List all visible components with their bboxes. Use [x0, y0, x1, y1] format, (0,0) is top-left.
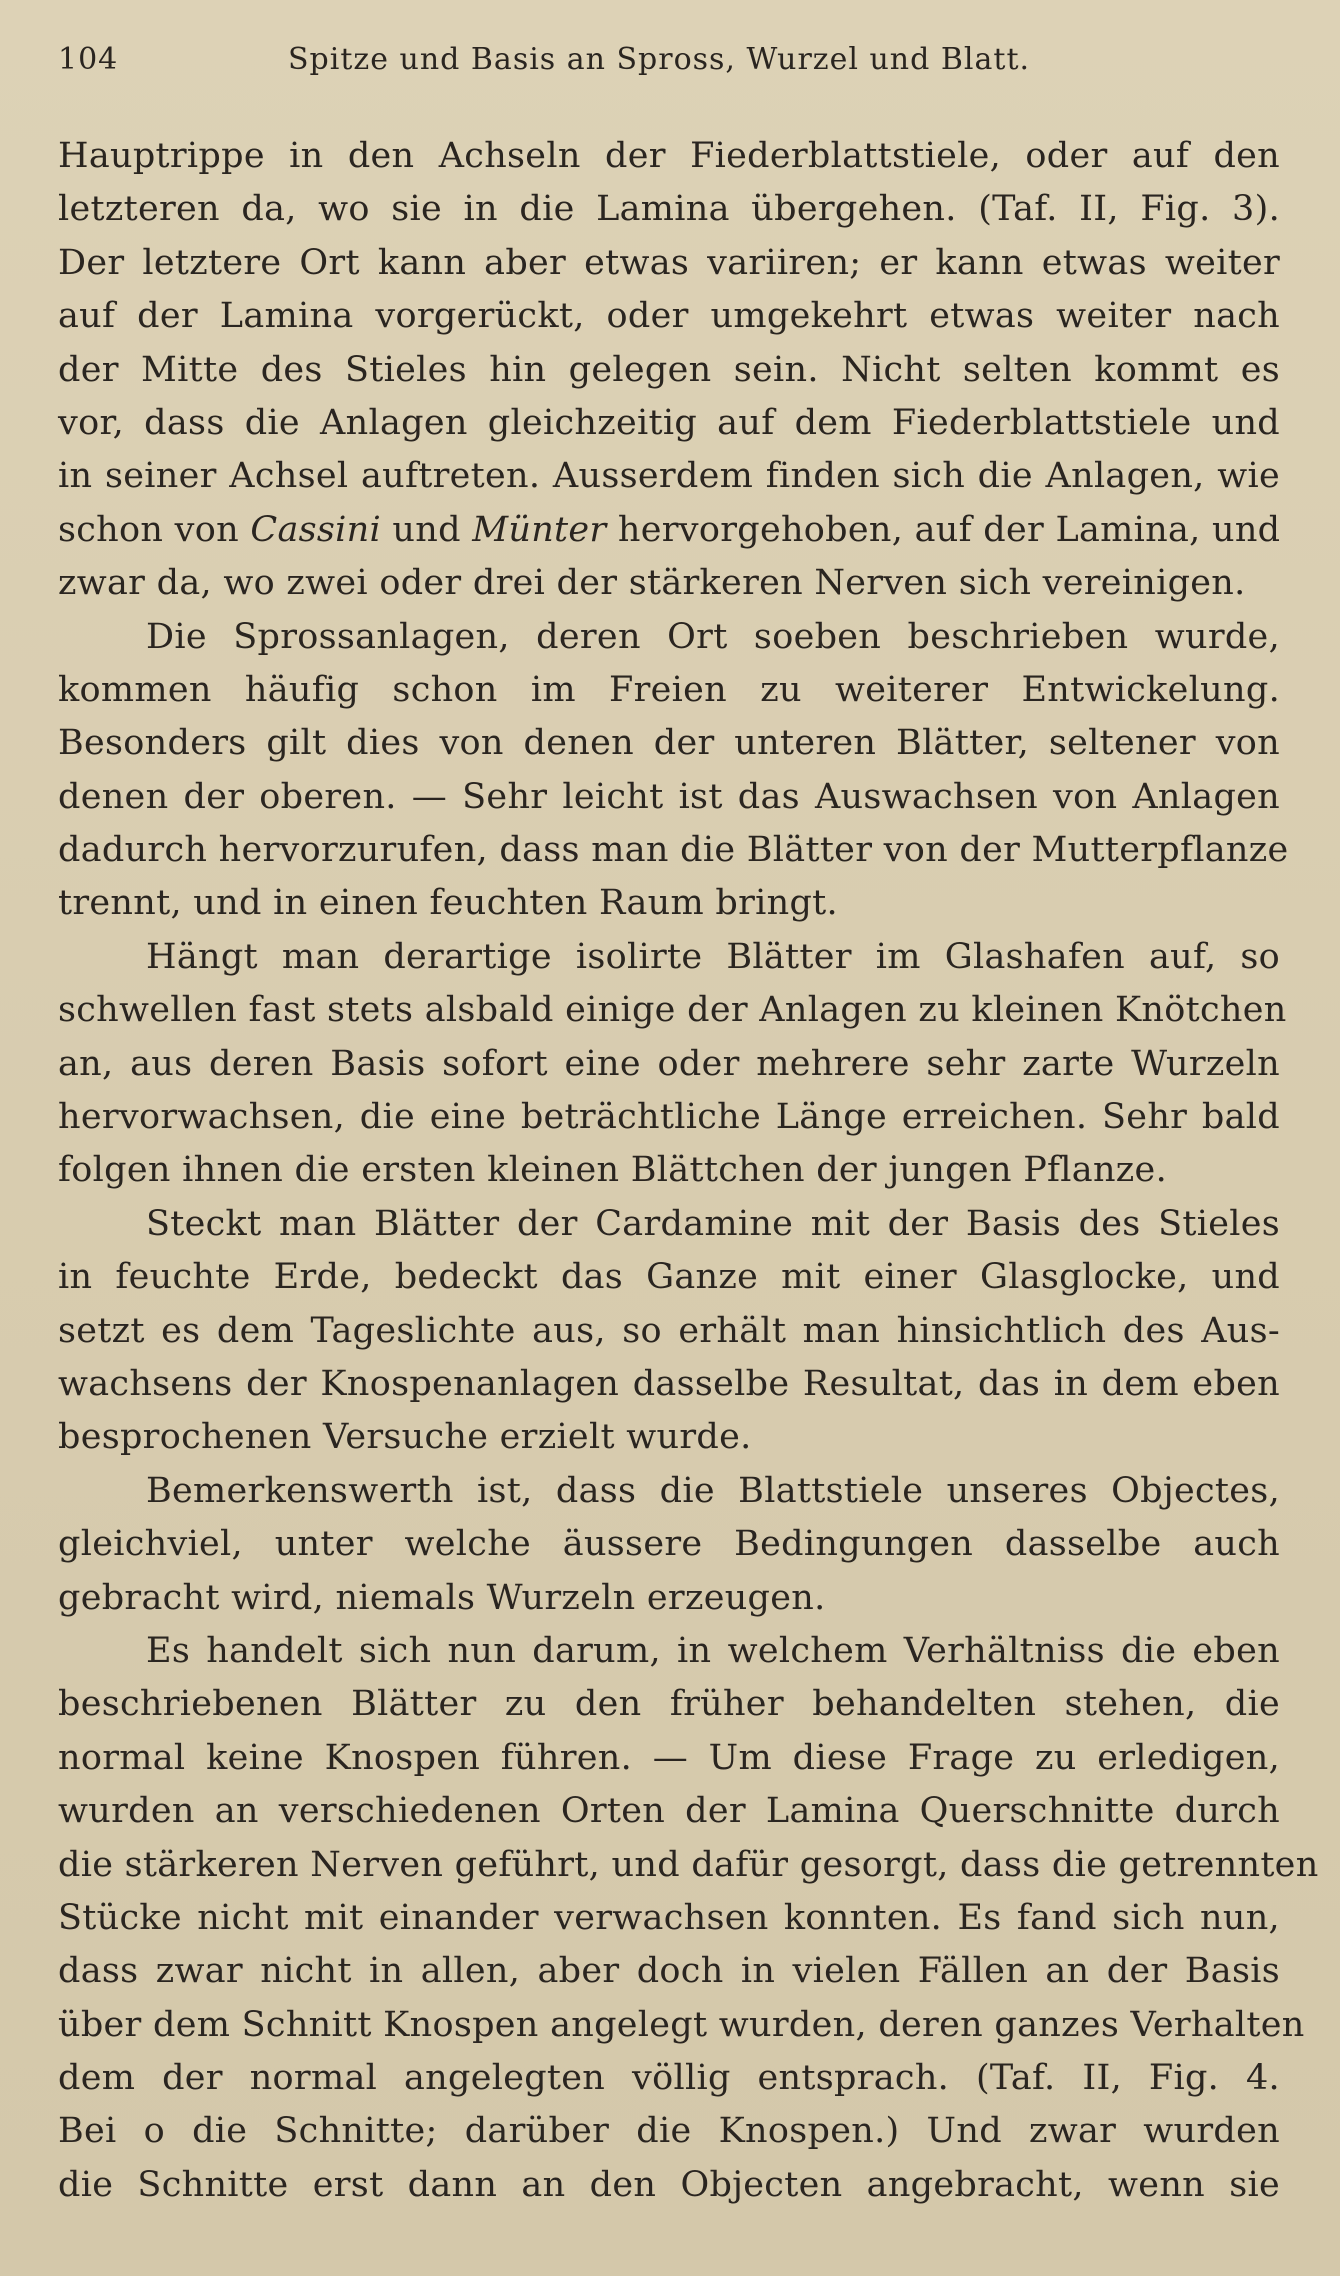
text-line: in feuchte Erde, bedeckt das Ganze mit einer Glasglocke, und: [58, 1257, 1280, 1298]
text-line: kommen häufig schon im Freien zu weiterer Entwickelung.: [58, 669, 1280, 710]
text-line: gleichviel, unter welche äussere Bedingungen dasselbe auch: [58, 1524, 1280, 1565]
text-line: denen der oberen. — Sehr leicht ist das Auswachsen von Anlagen: [58, 776, 1280, 817]
text-line: wurden an verschiedenen Orten der Lamina Querschnitte durch: [58, 1791, 1280, 1832]
text-line: wachsens der Knospenanlagen dasselbe Resultat, das in dem eben: [58, 1363, 1280, 1404]
text-line: letzteren da, wo sie in die Lamina übergehen. (Taf. II, Fig. 3).: [58, 189, 1280, 230]
running-title: Spitze und Basis an Spross, Wurzel und Blatt.: [288, 42, 1031, 77]
text-line: der Mitte des Stieles hin gelegen sein. Nicht selten kommt es: [58, 349, 1280, 390]
text-line: trennt, und in einen feuchten Raum bringt.: [58, 883, 838, 924]
text-line: Es handelt sich nun darum, in welchem Verhältniss die eben: [146, 1630, 1280, 1671]
text-line: vor, dass die Anlagen gleichzeitig auf dem Fiederblattstiele und: [58, 402, 1280, 443]
text-line: dass zwar nicht in allen, aber doch in vielen Fällen an der Basis: [58, 1951, 1280, 1992]
text-line: folgen ihnen die ersten kleinen Blättchen der jungen Pflanze.: [58, 1150, 1167, 1191]
text-line: Die Sprossanlagen, deren Ort soeben beschrieben wurde,: [146, 616, 1280, 657]
text-line: Stücke nicht mit einander verwachsen konnten. Es fand sich nun,: [58, 1897, 1280, 1938]
text-line: Der letztere Ort kann aber etwas variiren; er kann etwas weiter: [58, 242, 1280, 283]
text-line: besprochenen Versuche erzielt wurde.: [58, 1417, 752, 1458]
text-line: zwar da, wo zwei oder drei der stärkeren Nerven sich vereinigen.: [58, 563, 1246, 604]
text-line: über dem Schnitt Knospen angelegt wurden, deren ganzes Verhalten: [58, 2004, 1305, 2045]
text-line: Besonders gilt dies von denen der unteren Blätter, seltener von: [58, 723, 1280, 764]
text-line: beschriebenen Blätter zu den früher behandelten stehen, die: [58, 1684, 1280, 1725]
text-line: Hängt man derartige isolirte Blätter im Glashafen auf, so: [146, 936, 1280, 977]
italic-name: Cassini: [250, 509, 381, 550]
text-line: Bei o die Schnitte; darüber die Knospen.) Und zwar wurden: [58, 2111, 1280, 2152]
text-line: auf der Lamina vorgerückt, oder umgekehrt etwas weiter nach: [58, 296, 1280, 337]
text-run: schon von: [58, 509, 251, 550]
text-line: Steckt man Blätter der Cardamine mit der Basis des Stieles: [146, 1203, 1280, 1244]
text-line: Hauptrippe in den Achseln der Fiederblattstiele, oder auf den: [58, 136, 1280, 176]
text-line: hervorwachsen, die eine beträchtliche Länge erreichen. Sehr bald: [58, 1097, 1280, 1138]
text-line: in seiner Achsel auftreten. Ausserdem finden sich die Anlagen, wie: [58, 456, 1280, 497]
text-run: hervorgehoben, auf der Lamina, und: [606, 509, 1281, 550]
body-text: [58, 130, 1319, 2212]
text-line: an, aus deren Basis sofort eine oder mehrere sehr zarte Wurzeln: [58, 1043, 1280, 1084]
text-run: und: [380, 509, 473, 550]
text-line: gebracht wird, niemals Wurzeln erzeugen.: [58, 1577, 826, 1618]
text-line: setzt es dem Tageslichte aus, so erhält man hinsichtlich des Aus-: [58, 1310, 1280, 1351]
text-line: die Schnitte erst dann an den Objecten angebracht, wenn sie: [58, 2164, 1280, 2205]
text-line: normal keine Knospen führen. — Um diese Frage zu erledigen,: [58, 1737, 1280, 1778]
text-line: dem der normal angelegten völlig entsprach. (Taf. II, Fig. 4.: [58, 2058, 1280, 2099]
running-head: [58, 42, 1280, 82]
text-line: die stärkeren Nerven geführt, und dafür gesorgt, dass die getrennten: [58, 1844, 1319, 1885]
italic-name: Münter: [472, 509, 607, 550]
text-line: Bemerkenswerth ist, dass die Blattstiele unseres Objectes,: [146, 1470, 1280, 1511]
text-line: schwellen fast stets alsbald einige der Anlagen zu kleinen Knötchen: [58, 990, 1287, 1031]
text-line: [58, 504, 1280, 557]
text-line: dadurch hervorzurufen, dass man die Blätter von der Mutterpflanze: [58, 830, 1289, 871]
page-number: 104: [58, 42, 119, 77]
